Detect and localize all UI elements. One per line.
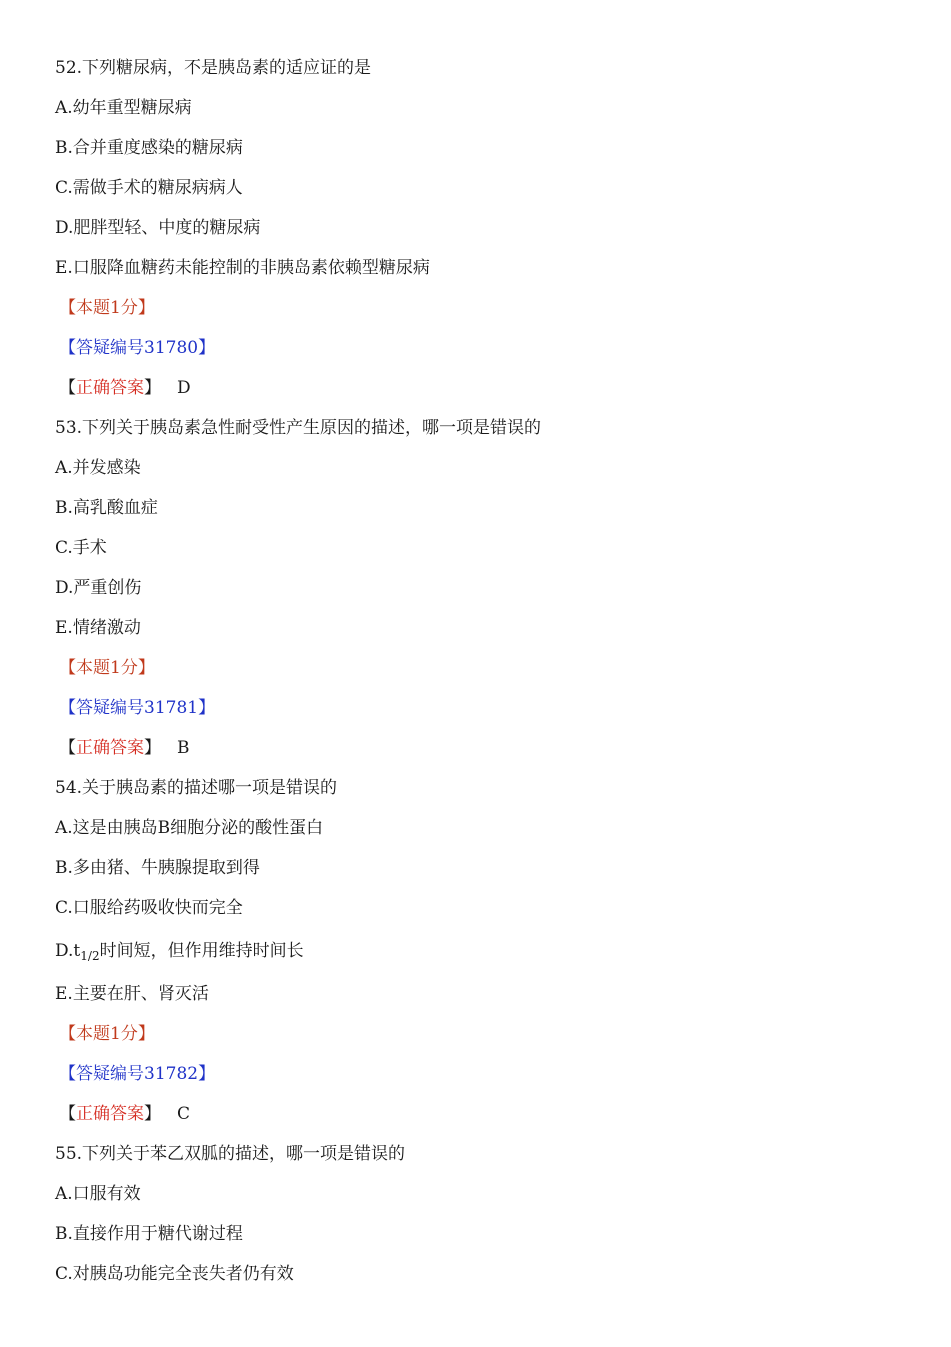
question-stem: 54.关于胰岛素的描述哪一项是错误的 (55, 778, 338, 798)
option-d: D.肥胖型轻、中度的糖尿病 (55, 218, 261, 238)
option-c: C.需做手术的糖尿病病人 (55, 178, 243, 198)
option-c: C.手术 (55, 538, 107, 558)
score-tag: 【本题1分】 (59, 658, 155, 678)
answer-label: 正确答案 (76, 378, 144, 398)
option-a: A.幼年重型糖尿病 (55, 98, 192, 118)
option-c: C.口服给药吸收快而完全 (55, 898, 243, 918)
option-e: E.情绪激动 (55, 618, 141, 638)
option-b: B.高乳酸血症 (55, 498, 158, 518)
qa-id-link[interactable]: 【答疑编号31781】 (59, 698, 216, 718)
answer-value: B (177, 738, 190, 758)
option-a: A.这是由胰岛B细胞分泌的酸性蛋白 (55, 818, 324, 838)
option-b: B.直接作用于糖代谢过程 (55, 1224, 243, 1244)
answer-row: 【正确答案】 C (59, 1104, 191, 1124)
option-e: E.主要在肝、肾灭活 (55, 984, 209, 1004)
option-b: B.多由猪、牛胰腺提取到得 (55, 858, 260, 878)
answer-row: 【正确答案】 B (59, 738, 190, 758)
option-d: D.严重创伤 (55, 578, 142, 598)
qa-id-link[interactable]: 【答疑编号31780】 (59, 338, 216, 358)
option-a: A.口服有效 (55, 1184, 141, 1204)
option-a: A.并发感染 (55, 458, 141, 478)
question-stem: 52.下列糖尿病，不是胰岛素的适应证的是 (55, 58, 372, 78)
qa-id-link[interactable]: 【答疑编号31782】 (59, 1064, 216, 1084)
score-tag: 【本题1分】 (59, 1024, 155, 1044)
answer-label: 正确答案 (76, 738, 144, 758)
option-e: E.口服降血糖药未能控制的非胰岛素依赖型糖尿病 (55, 258, 430, 278)
option-c: C.对胰岛功能完全丧失者仍有效 (55, 1264, 294, 1284)
option-d: $D.t_{1/2}$时间短，但作用维持时间长 (55, 941, 304, 963)
answer-row: 【正确答案】 D (59, 378, 191, 398)
option-b: B.合并重度感染的糖尿病 (55, 138, 243, 158)
exam-page (55, 48, 915, 1294)
answer-value: C (177, 1104, 191, 1124)
question-stem: 55.下列关于苯乙双胍的描述，哪一项是错误的 (55, 1144, 406, 1164)
question-stem: 53.下列关于胰岛素急性耐受性产生原因的描述，哪一项是错误的 (55, 418, 542, 438)
answer-label: 正确答案 (76, 1104, 144, 1124)
score-tag: 【本题1分】 (59, 298, 155, 318)
half-life-subscript: 1/2 (80, 949, 100, 963)
answer-value: D (177, 378, 191, 398)
